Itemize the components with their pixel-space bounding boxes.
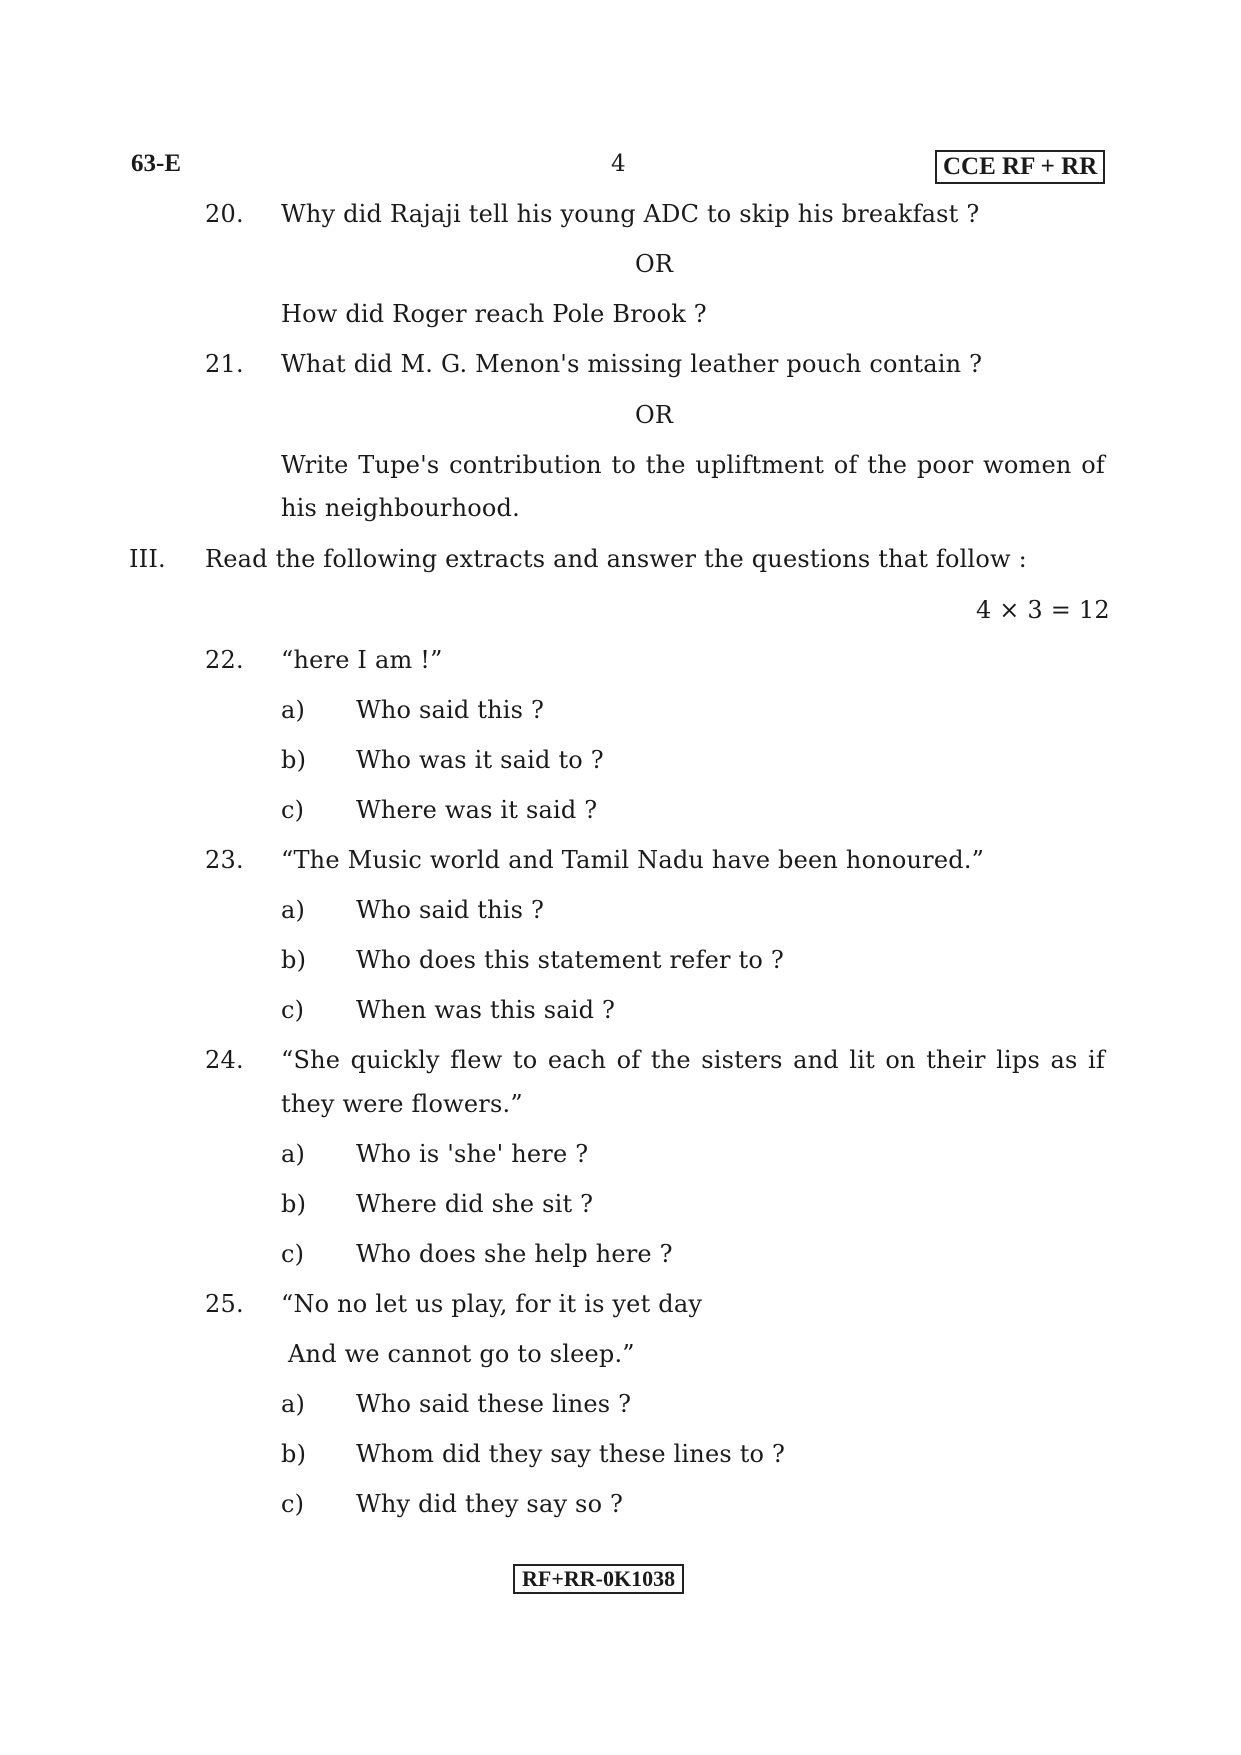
q24-quote-line1: “She quickly flew to each of the sisters and lit on their lips as if xyxy=(281,1046,1105,1074)
section-marks: 4 × 3 = 12 xyxy=(976,596,1110,624)
q23-a-label: a) xyxy=(281,896,306,924)
exam-code-box: CCE RF + RR xyxy=(935,150,1105,184)
q25-a-label: a) xyxy=(281,1390,306,1418)
q20-alt: How did Roger reach Pole Brook ? xyxy=(281,300,707,328)
q24-b-label: b) xyxy=(281,1190,307,1218)
q23-c: When was this said ? xyxy=(356,996,616,1024)
q24-b: Where did she sit ? xyxy=(356,1190,594,1218)
q24-number: 24. xyxy=(205,1046,244,1074)
q25-b-label: b) xyxy=(281,1440,307,1468)
q20-text: Why did Rajaji tell his young ADC to skip his breakfast ? xyxy=(281,200,980,228)
q24-c-label: c) xyxy=(281,1240,305,1268)
q25-c: Why did they say so ? xyxy=(356,1490,624,1518)
q23-b: Who does this statement refer to ? xyxy=(356,946,784,974)
q22-c-label: c) xyxy=(281,796,305,824)
q24-quote-line2: they were flowers.” xyxy=(281,1090,523,1118)
q23-number: 23. xyxy=(205,846,244,874)
q25-a: Who said these lines ? xyxy=(356,1390,632,1418)
q22-a-label: a) xyxy=(281,696,306,724)
q21-alt-line1: Write Tupe's contribution to the upliftment of the poor women of xyxy=(281,451,1105,479)
paper-code: 63-E xyxy=(131,150,181,177)
q23-a: Who said this ? xyxy=(356,896,545,924)
q24-a-label: a) xyxy=(281,1140,306,1168)
q22-b: Who was it said to ? xyxy=(356,746,604,774)
q25-number: 25. xyxy=(205,1290,244,1318)
q25-quote-line2: And we cannot go to sleep.” xyxy=(288,1340,635,1368)
q22-quote: “here I am !” xyxy=(281,646,443,674)
q21-number: 21. xyxy=(205,350,244,378)
q21-or: OR xyxy=(635,401,674,429)
q23-quote: “The Music world and Tamil Nadu have been honoured.” xyxy=(281,846,985,874)
q25-quote-line1: “No no let us play, for it is yet day xyxy=(281,1290,703,1318)
q25-c-label: c) xyxy=(281,1490,305,1518)
q22-a: Who said this ? xyxy=(356,696,545,724)
q22-number: 22. xyxy=(205,646,244,674)
q20-number: 20. xyxy=(205,200,244,228)
page-number: 4 xyxy=(611,151,626,177)
q20-or: OR xyxy=(635,250,674,278)
q23-b-label: b) xyxy=(281,946,307,974)
q22-b-label: b) xyxy=(281,746,307,774)
section-number: III. xyxy=(129,545,166,573)
q23-c-label: c) xyxy=(281,996,305,1024)
q21-text: What did M. G. Menon's missing leather pouch contain ? xyxy=(281,350,983,378)
q24-c: Who does she help here ? xyxy=(356,1240,673,1268)
q25-b: Whom did they say these lines to ? xyxy=(356,1440,786,1468)
q22-c: Where was it said ? xyxy=(356,796,598,824)
footer-code-box: RF+RR-0K1038 xyxy=(513,1564,684,1594)
q21-alt-line2: his neighbourhood. xyxy=(281,494,520,522)
section-instruction: Read the following extracts and answer the questions that follow : xyxy=(205,545,1027,573)
q24-a: Who is 'she' here ? xyxy=(356,1140,589,1168)
